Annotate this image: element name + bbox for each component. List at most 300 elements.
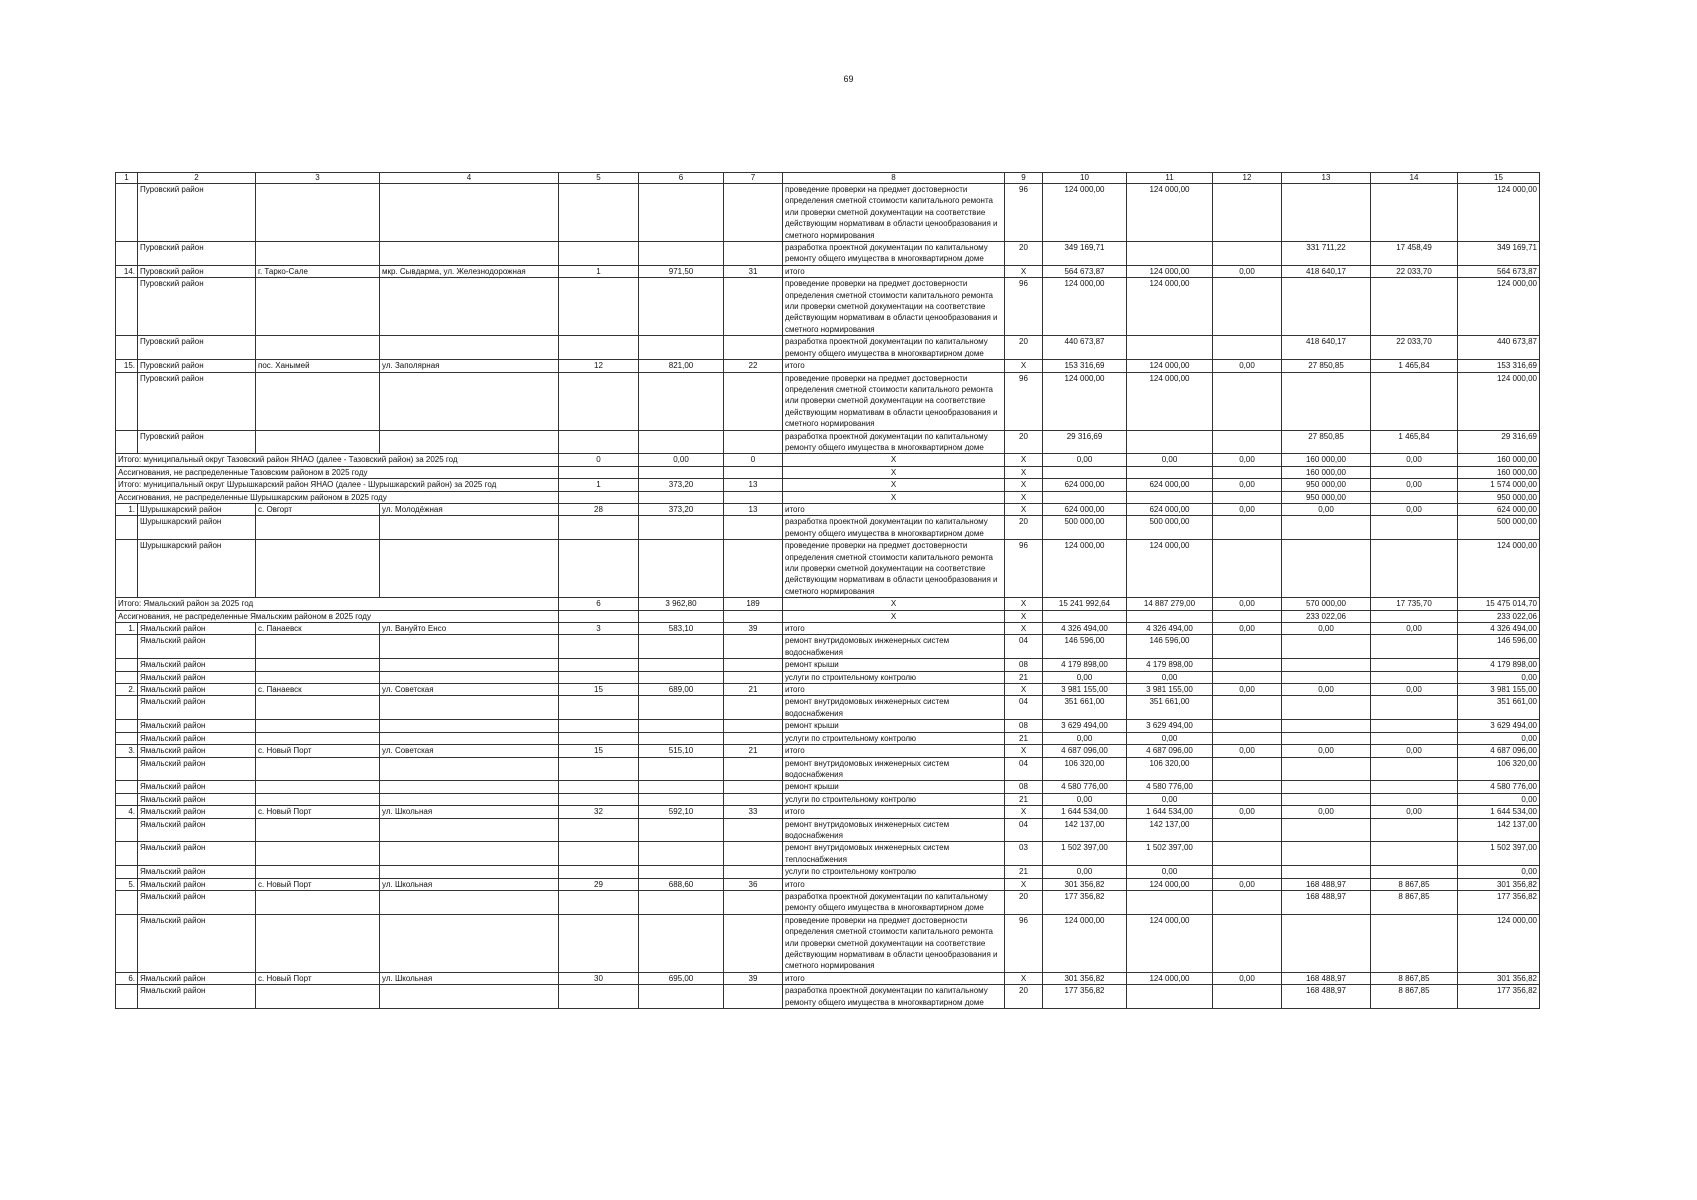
cell-col-9: 20 bbox=[1005, 242, 1043, 266]
cell-col-8: итого bbox=[783, 623, 1005, 635]
cell-col-14 bbox=[1371, 635, 1458, 659]
header-cell: 15 bbox=[1458, 173, 1540, 184]
summary-cell-14: 0,00 bbox=[1371, 454, 1458, 466]
cell-col-10: 4 580 776,00 bbox=[1043, 781, 1127, 793]
summary-cell-14 bbox=[1371, 466, 1458, 478]
cell-col-5: 12 bbox=[559, 360, 639, 372]
cell-col-8: итого bbox=[783, 745, 1005, 757]
cell-col-4 bbox=[380, 430, 559, 454]
cell-col-11: 106 320,00 bbox=[1127, 757, 1213, 781]
table-row bbox=[116, 793, 1540, 805]
table-row bbox=[116, 781, 1540, 793]
cell-col-10: 3 981 155,00 bbox=[1043, 684, 1127, 696]
cell-col-11: 351 661,00 bbox=[1127, 696, 1213, 720]
cell-col-12 bbox=[1213, 757, 1282, 781]
cell-col-12 bbox=[1213, 793, 1282, 805]
summary-label: Ассигнования, не распределенные Шурышкарским районом в 2025 году bbox=[116, 491, 559, 503]
cell-col-12: 0,00 bbox=[1213, 745, 1282, 757]
cell-col-1: 15. bbox=[116, 360, 138, 372]
cell-col-2: Ямальский район bbox=[138, 635, 256, 659]
table-row bbox=[116, 972, 1540, 984]
summary-cell-11 bbox=[1127, 491, 1213, 503]
cell-col-7 bbox=[724, 696, 783, 720]
cell-col-6 bbox=[639, 336, 724, 360]
cell-col-4: ул. Молодёжная bbox=[380, 503, 559, 515]
cell-col-4 bbox=[380, 671, 559, 683]
cell-col-7 bbox=[724, 430, 783, 454]
cell-col-10: 124 000,00 bbox=[1043, 278, 1127, 336]
cell-col-13: 418 640,17 bbox=[1282, 265, 1371, 277]
cell-col-12 bbox=[1213, 242, 1282, 266]
cell-col-13: 0,00 bbox=[1282, 745, 1371, 757]
cell-col-15: 500 000,00 bbox=[1458, 516, 1540, 540]
cell-col-3: с. Новый Порт bbox=[256, 972, 380, 984]
cell-col-9: 96 bbox=[1005, 914, 1043, 972]
summary-cell-6 bbox=[639, 466, 724, 478]
cell-col-1 bbox=[116, 757, 138, 781]
cell-col-4 bbox=[380, 184, 559, 242]
cell-col-7: 31 bbox=[724, 265, 783, 277]
summary-cell-9: X bbox=[1005, 610, 1043, 622]
cell-col-3 bbox=[256, 781, 380, 793]
cell-col-2: Шурышкарский район bbox=[138, 516, 256, 540]
cell-col-14 bbox=[1371, 732, 1458, 744]
cell-col-11: 124 000,00 bbox=[1127, 278, 1213, 336]
cell-col-14: 22 033,70 bbox=[1371, 265, 1458, 277]
cell-col-13: 27 850,85 bbox=[1282, 360, 1371, 372]
cell-col-7: 33 bbox=[724, 806, 783, 818]
cell-col-9: X bbox=[1005, 972, 1043, 984]
summary-cell-10: 624 000,00 bbox=[1043, 479, 1127, 491]
table-row bbox=[116, 623, 1540, 635]
cell-col-2: Шурышкарский район bbox=[138, 503, 256, 515]
cell-col-1: 4. bbox=[116, 806, 138, 818]
capital-repair-table bbox=[115, 172, 1540, 1009]
cell-col-3 bbox=[256, 985, 380, 1009]
cell-col-5 bbox=[559, 372, 639, 430]
cell-col-2: Ямальский район bbox=[138, 793, 256, 805]
summary-cell-10: 0,00 bbox=[1043, 454, 1127, 466]
table-row bbox=[116, 659, 1540, 671]
cell-col-4 bbox=[380, 516, 559, 540]
summary-label: Ассигнования, не распределенные Ямальским районом в 2025 году bbox=[116, 610, 559, 622]
cell-col-15: 349 169,71 bbox=[1458, 242, 1540, 266]
cell-col-8: разработка проектной документации по капитальному ремонту общего имущества в многоквартирном доме bbox=[783, 985, 1005, 1009]
cell-col-15: 124 000,00 bbox=[1458, 540, 1540, 598]
summary-cell-8: X bbox=[783, 479, 1005, 491]
cell-col-7: 21 bbox=[724, 745, 783, 757]
cell-col-2: Пуровский район bbox=[138, 430, 256, 454]
cell-col-14 bbox=[1371, 516, 1458, 540]
cell-col-9: 04 bbox=[1005, 757, 1043, 781]
cell-col-6 bbox=[639, 842, 724, 866]
cell-col-3: с. Панаевск bbox=[256, 684, 380, 696]
cell-col-7 bbox=[724, 635, 783, 659]
cell-col-6 bbox=[639, 540, 724, 598]
cell-col-5 bbox=[559, 818, 639, 842]
table-row bbox=[116, 503, 1540, 515]
cell-col-6: 515,10 bbox=[639, 745, 724, 757]
cell-col-3 bbox=[256, 818, 380, 842]
cell-col-15: 4 687 096,00 bbox=[1458, 745, 1540, 757]
cell-col-3: с. Овгорт bbox=[256, 503, 380, 515]
cell-col-4 bbox=[380, 914, 559, 972]
cell-col-10: 349 169,71 bbox=[1043, 242, 1127, 266]
cell-col-13: 27 850,85 bbox=[1282, 430, 1371, 454]
summary-cell-14: 0,00 bbox=[1371, 479, 1458, 491]
cell-col-2: Ямальский район bbox=[138, 890, 256, 914]
cell-col-6 bbox=[639, 985, 724, 1009]
cell-col-14 bbox=[1371, 818, 1458, 842]
cell-col-1 bbox=[116, 914, 138, 972]
cell-col-12: 0,00 bbox=[1213, 806, 1282, 818]
table-row bbox=[116, 671, 1540, 683]
cell-col-1 bbox=[116, 818, 138, 842]
cell-col-1 bbox=[116, 696, 138, 720]
cell-col-14: 1 465,84 bbox=[1371, 430, 1458, 454]
cell-col-10: 500 000,00 bbox=[1043, 516, 1127, 540]
cell-col-8: ремонт внутридомовых инженерных систем водоснабжения bbox=[783, 696, 1005, 720]
cell-col-8: разработка проектной документации по капитальному ремонту общего имущества в многоквартирном доме bbox=[783, 890, 1005, 914]
cell-col-8: итого bbox=[783, 503, 1005, 515]
cell-col-9: X bbox=[1005, 623, 1043, 635]
summary-cell-8: X bbox=[783, 598, 1005, 610]
cell-col-15: 4 580 776,00 bbox=[1458, 781, 1540, 793]
summary-label: Итого: муниципальный округ Шурышкарский район ЯНАО (далее - Шурышкарский район) за 2025 год bbox=[116, 479, 559, 491]
summary-cell-6 bbox=[639, 610, 724, 622]
cell-col-6 bbox=[639, 516, 724, 540]
cell-col-1: 1. bbox=[116, 503, 138, 515]
cell-col-9: 08 bbox=[1005, 659, 1043, 671]
header-cell: 9 bbox=[1005, 173, 1043, 184]
cell-col-5 bbox=[559, 732, 639, 744]
cell-col-11: 124 000,00 bbox=[1127, 265, 1213, 277]
cell-col-9: 04 bbox=[1005, 818, 1043, 842]
cell-col-9: 08 bbox=[1005, 720, 1043, 732]
cell-col-15: 0,00 bbox=[1458, 671, 1540, 683]
cell-col-4: ул. Школьная bbox=[380, 878, 559, 890]
cell-col-5 bbox=[559, 516, 639, 540]
cell-col-1: 14. bbox=[116, 265, 138, 277]
summary-cell-5: 6 bbox=[559, 598, 639, 610]
cell-col-9: X bbox=[1005, 360, 1043, 372]
cell-col-13 bbox=[1282, 516, 1371, 540]
cell-col-3: с. Новый Порт bbox=[256, 806, 380, 818]
summary-row bbox=[116, 610, 1540, 622]
cell-col-10: 301 356,82 bbox=[1043, 878, 1127, 890]
cell-col-5 bbox=[559, 842, 639, 866]
cell-col-2: Ямальский район bbox=[138, 696, 256, 720]
summary-cell-6: 3 962,80 bbox=[639, 598, 724, 610]
cell-col-7 bbox=[724, 659, 783, 671]
cell-col-12 bbox=[1213, 985, 1282, 1009]
cell-col-4 bbox=[380, 732, 559, 744]
cell-col-1 bbox=[116, 659, 138, 671]
cell-col-10: 124 000,00 bbox=[1043, 184, 1127, 242]
cell-col-6: 592,10 bbox=[639, 806, 724, 818]
cell-col-11: 124 000,00 bbox=[1127, 878, 1213, 890]
table-row bbox=[116, 842, 1540, 866]
cell-col-8: проведение проверки на предмет достоверности определения сметной стоимости капитального ремонта или проверки сметной документации на соответствие действующим нормативам в области ценообразования и сметного нормирования bbox=[783, 914, 1005, 972]
cell-col-15: 301 356,82 bbox=[1458, 878, 1540, 890]
cell-col-7 bbox=[724, 516, 783, 540]
cell-col-5: 3 bbox=[559, 623, 639, 635]
cell-col-1 bbox=[116, 430, 138, 454]
summary-cell-5: 0 bbox=[559, 454, 639, 466]
cell-col-9: X bbox=[1005, 878, 1043, 890]
cell-col-1 bbox=[116, 336, 138, 360]
cell-col-4: ул. Школьная bbox=[380, 972, 559, 984]
cell-col-3: пос. Ханымей bbox=[256, 360, 380, 372]
cell-col-13: 168 488,97 bbox=[1282, 972, 1371, 984]
cell-col-8: итого bbox=[783, 265, 1005, 277]
cell-col-3 bbox=[256, 793, 380, 805]
cell-col-8: итого bbox=[783, 684, 1005, 696]
cell-col-6 bbox=[639, 914, 724, 972]
cell-col-5 bbox=[559, 635, 639, 659]
summary-cell-9: X bbox=[1005, 491, 1043, 503]
cell-col-11: 624 000,00 bbox=[1127, 503, 1213, 515]
cell-col-9: 21 bbox=[1005, 732, 1043, 744]
cell-col-13 bbox=[1282, 372, 1371, 430]
cell-col-2: Шурышкарский район bbox=[138, 540, 256, 598]
cell-col-8: ремонт внутридомовых инженерных систем водоснабжения bbox=[783, 635, 1005, 659]
table-row bbox=[116, 696, 1540, 720]
cell-col-9: 96 bbox=[1005, 540, 1043, 598]
cell-col-3 bbox=[256, 540, 380, 598]
cell-col-3 bbox=[256, 278, 380, 336]
cell-col-11: 146 596,00 bbox=[1127, 635, 1213, 659]
cell-col-11 bbox=[1127, 890, 1213, 914]
cell-col-6 bbox=[639, 781, 724, 793]
cell-col-12 bbox=[1213, 732, 1282, 744]
cell-col-13 bbox=[1282, 184, 1371, 242]
cell-col-5 bbox=[559, 278, 639, 336]
cell-col-4 bbox=[380, 659, 559, 671]
summary-cell-9: X bbox=[1005, 598, 1043, 610]
summary-cell-7: 189 bbox=[724, 598, 783, 610]
cell-col-10: 301 356,82 bbox=[1043, 972, 1127, 984]
cell-col-5 bbox=[559, 781, 639, 793]
cell-col-8: услуги по строительному контролю bbox=[783, 732, 1005, 744]
table-row bbox=[116, 890, 1540, 914]
cell-col-8: разработка проектной документации по капитальному ремонту общего имущества в многоквартирном доме bbox=[783, 242, 1005, 266]
cell-col-11: 0,00 bbox=[1127, 793, 1213, 805]
summary-cell-5 bbox=[559, 466, 639, 478]
cell-col-14 bbox=[1371, 671, 1458, 683]
cell-col-6 bbox=[639, 659, 724, 671]
cell-col-6: 373,20 bbox=[639, 503, 724, 515]
cell-col-2: Ямальский район bbox=[138, 757, 256, 781]
summary-cell-10 bbox=[1043, 466, 1127, 478]
cell-col-1 bbox=[116, 985, 138, 1009]
table-row bbox=[116, 278, 1540, 336]
cell-col-2: Ямальский район bbox=[138, 914, 256, 972]
cell-col-14: 8 867,85 bbox=[1371, 985, 1458, 1009]
cell-col-3 bbox=[256, 671, 380, 683]
summary-label: Итого: муниципальный округ Тазовский район ЯНАО (далее - Тазовский район) за 2025 год bbox=[116, 454, 559, 466]
header-cell: 11 bbox=[1127, 173, 1213, 184]
cell-col-15: 351 661,00 bbox=[1458, 696, 1540, 720]
summary-cell-7 bbox=[724, 466, 783, 478]
cell-col-11: 0,00 bbox=[1127, 866, 1213, 878]
header-cell: 3 bbox=[256, 173, 380, 184]
cell-col-4 bbox=[380, 781, 559, 793]
summary-cell-13: 570 000,00 bbox=[1282, 598, 1371, 610]
cell-col-12 bbox=[1213, 336, 1282, 360]
cell-col-1 bbox=[116, 793, 138, 805]
header-cell: 13 bbox=[1282, 173, 1371, 184]
cell-col-15: 0,00 bbox=[1458, 866, 1540, 878]
cell-col-6: 688,60 bbox=[639, 878, 724, 890]
cell-col-8: итого bbox=[783, 360, 1005, 372]
cell-col-2: Пуровский район bbox=[138, 242, 256, 266]
cell-col-7 bbox=[724, 914, 783, 972]
table-row bbox=[116, 806, 1540, 818]
cell-col-15: 124 000,00 bbox=[1458, 372, 1540, 430]
cell-col-12 bbox=[1213, 516, 1282, 540]
cell-col-6 bbox=[639, 720, 724, 732]
summary-cell-8: X bbox=[783, 454, 1005, 466]
cell-col-2: Ямальский район bbox=[138, 806, 256, 818]
cell-col-12 bbox=[1213, 540, 1282, 598]
cell-col-4 bbox=[380, 866, 559, 878]
cell-col-7 bbox=[724, 242, 783, 266]
cell-col-14: 17 458,49 bbox=[1371, 242, 1458, 266]
cell-col-14: 0,00 bbox=[1371, 684, 1458, 696]
cell-col-1: 2. bbox=[116, 684, 138, 696]
cell-col-14 bbox=[1371, 278, 1458, 336]
cell-col-5 bbox=[559, 696, 639, 720]
cell-col-1 bbox=[116, 720, 138, 732]
cell-col-5 bbox=[559, 336, 639, 360]
cell-col-15: 106 320,00 bbox=[1458, 757, 1540, 781]
cell-col-12 bbox=[1213, 372, 1282, 430]
cell-col-8: ремонт крыши bbox=[783, 781, 1005, 793]
cell-col-14 bbox=[1371, 757, 1458, 781]
cell-col-14 bbox=[1371, 793, 1458, 805]
cell-col-7 bbox=[724, 336, 783, 360]
cell-col-9: 20 bbox=[1005, 336, 1043, 360]
summary-cell-6: 0,00 bbox=[639, 454, 724, 466]
cell-col-7 bbox=[724, 184, 783, 242]
cell-col-3 bbox=[256, 372, 380, 430]
cell-col-12: 0,00 bbox=[1213, 265, 1282, 277]
cell-col-14 bbox=[1371, 696, 1458, 720]
cell-col-15: 124 000,00 bbox=[1458, 914, 1540, 972]
cell-col-10: 142 137,00 bbox=[1043, 818, 1127, 842]
cell-col-15: 124 000,00 bbox=[1458, 184, 1540, 242]
cell-col-14: 8 867,85 bbox=[1371, 878, 1458, 890]
cell-col-6 bbox=[639, 696, 724, 720]
cell-col-13 bbox=[1282, 732, 1371, 744]
cell-col-9: 21 bbox=[1005, 671, 1043, 683]
cell-col-13: 168 488,97 bbox=[1282, 985, 1371, 1009]
summary-cell-6: 373,20 bbox=[639, 479, 724, 491]
cell-col-12 bbox=[1213, 278, 1282, 336]
cell-col-14 bbox=[1371, 659, 1458, 671]
cell-col-10: 0,00 bbox=[1043, 866, 1127, 878]
cell-col-3: с. Панаевск bbox=[256, 623, 380, 635]
cell-col-6 bbox=[639, 793, 724, 805]
summary-cell-13: 233 022,06 bbox=[1282, 610, 1371, 622]
cell-col-14: 0,00 bbox=[1371, 623, 1458, 635]
summary-cell-15: 160 000,00 bbox=[1458, 466, 1540, 478]
summary-cell-6 bbox=[639, 491, 724, 503]
cell-col-8: разработка проектной документации по капитальному ремонту общего имущества в многоквартирном доме bbox=[783, 516, 1005, 540]
cell-col-2: Ямальский район bbox=[138, 720, 256, 732]
cell-col-10: 564 673,87 bbox=[1043, 265, 1127, 277]
cell-col-11: 124 000,00 bbox=[1127, 360, 1213, 372]
summary-label: Итого: Ямальский район за 2025 год bbox=[116, 598, 559, 610]
cell-col-3 bbox=[256, 890, 380, 914]
cell-col-5: 29 bbox=[559, 878, 639, 890]
summary-cell-11 bbox=[1127, 466, 1213, 478]
cell-col-6 bbox=[639, 818, 724, 842]
cell-col-3 bbox=[256, 866, 380, 878]
cell-col-11: 142 137,00 bbox=[1127, 818, 1213, 842]
cell-col-8: услуги по строительному контролю bbox=[783, 671, 1005, 683]
cell-col-15: 4 179 898,00 bbox=[1458, 659, 1540, 671]
cell-col-4 bbox=[380, 242, 559, 266]
cell-col-10: 0,00 bbox=[1043, 793, 1127, 805]
cell-col-9: 20 bbox=[1005, 890, 1043, 914]
cell-col-13: 0,00 bbox=[1282, 684, 1371, 696]
cell-col-6 bbox=[639, 866, 724, 878]
cell-col-14 bbox=[1371, 540, 1458, 598]
cell-col-14 bbox=[1371, 372, 1458, 430]
cell-col-15: 124 000,00 bbox=[1458, 278, 1540, 336]
table-row bbox=[116, 878, 1540, 890]
cell-col-5: 1 bbox=[559, 265, 639, 277]
cell-col-4: мкр. Сывдарма, ул. Железнодорожная bbox=[380, 265, 559, 277]
cell-col-11: 3 981 155,00 bbox=[1127, 684, 1213, 696]
cell-col-10: 124 000,00 bbox=[1043, 540, 1127, 598]
cell-col-3 bbox=[256, 720, 380, 732]
cell-col-10: 177 356,82 bbox=[1043, 890, 1127, 914]
cell-col-11: 124 000,00 bbox=[1127, 372, 1213, 430]
cell-col-12 bbox=[1213, 890, 1282, 914]
cell-col-9: 21 bbox=[1005, 866, 1043, 878]
cell-col-15: 142 137,00 bbox=[1458, 818, 1540, 842]
table-row bbox=[116, 184, 1540, 242]
cell-col-11: 4 580 776,00 bbox=[1127, 781, 1213, 793]
cell-col-15: 177 356,82 bbox=[1458, 985, 1540, 1009]
cell-col-6 bbox=[639, 671, 724, 683]
cell-col-4 bbox=[380, 696, 559, 720]
table-row bbox=[116, 635, 1540, 659]
cell-col-13 bbox=[1282, 866, 1371, 878]
cell-col-10: 4 687 096,00 bbox=[1043, 745, 1127, 757]
cell-col-6 bbox=[639, 242, 724, 266]
cell-col-5 bbox=[559, 671, 639, 683]
cell-col-11: 1 644 534,00 bbox=[1127, 806, 1213, 818]
summary-cell-15: 1 574 000,00 bbox=[1458, 479, 1540, 491]
cell-col-1: 5. bbox=[116, 878, 138, 890]
cell-col-3 bbox=[256, 635, 380, 659]
cell-col-11: 124 000,00 bbox=[1127, 972, 1213, 984]
cell-col-3 bbox=[256, 516, 380, 540]
summary-row bbox=[116, 479, 1540, 491]
cell-col-13 bbox=[1282, 635, 1371, 659]
cell-col-10: 1 644 534,00 bbox=[1043, 806, 1127, 818]
cell-col-10: 3 629 494,00 bbox=[1043, 720, 1127, 732]
cell-col-6 bbox=[639, 278, 724, 336]
cell-col-3 bbox=[256, 184, 380, 242]
cell-col-12 bbox=[1213, 184, 1282, 242]
cell-col-8: ремонт внутридомовых инженерных систем водоснабжения bbox=[783, 757, 1005, 781]
cell-col-7 bbox=[724, 842, 783, 866]
